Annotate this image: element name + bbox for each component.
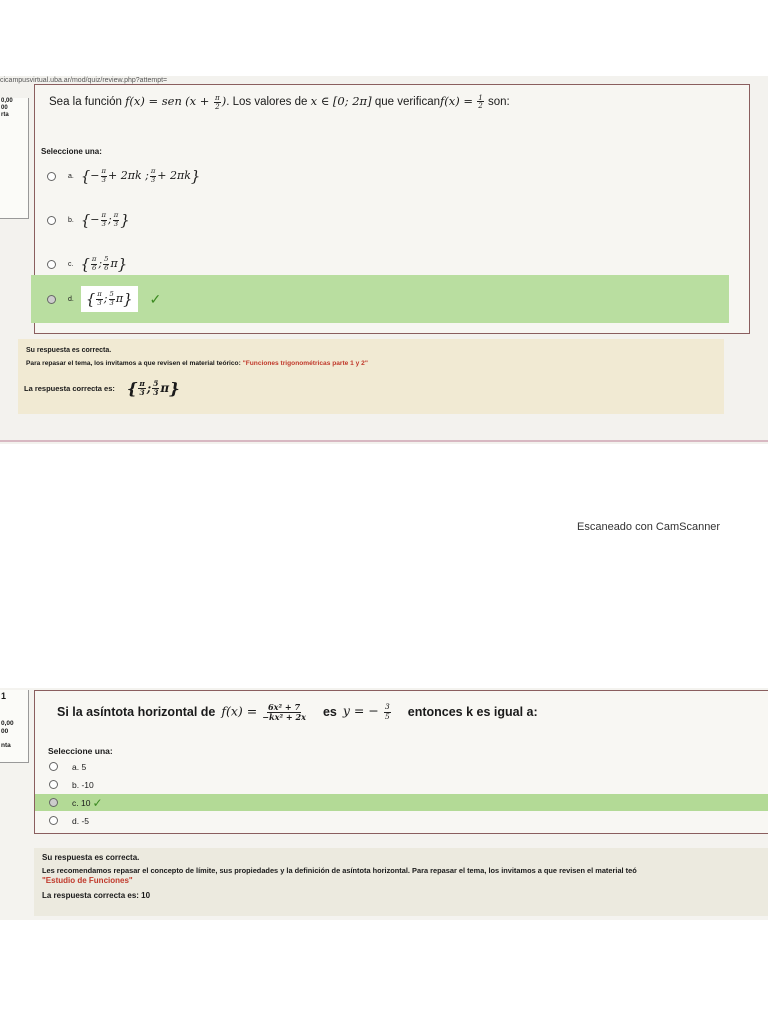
feedback-review: Les recomendamos repasar el concepto de límite, sus propiedades y la definición de asíntota horizontal. Para repasar el tema, los invitamos a que revisen el material teó bbox=[42, 866, 637, 875]
correct-answer-line bbox=[24, 379, 180, 398]
option-math: {− $\frac{\pi}{3}$ + 2πk ; $\frac{\pi}{3}$ + 2πk} bbox=[80, 167, 201, 185]
feedback-status: Su respuesta es correcta. bbox=[26, 347, 112, 354]
question-verify: que verifican bbox=[374, 96, 441, 108]
option-letter: d. bbox=[72, 815, 80, 826]
option-letter: d. bbox=[68, 295, 74, 303]
answer-value: 10 bbox=[141, 891, 151, 900]
sidebar-line: 0,00 bbox=[1, 98, 13, 104]
select-label: Seleccione una: bbox=[48, 746, 113, 756]
option-value: 10 bbox=[81, 797, 91, 808]
quiz-screenshot-2 bbox=[0, 688, 768, 920]
option-a[interactable] bbox=[35, 758, 768, 775]
feedback-box bbox=[18, 339, 724, 414]
question-prefix: Sea la función bbox=[49, 96, 122, 108]
question-suffix: entonces k es igual a: bbox=[407, 705, 538, 720]
divider bbox=[0, 440, 768, 442]
function-expression: f(x) = $\frac{\text{6x² + 7}}{\text{−kx² + 2x}}$ bbox=[221, 702, 306, 722]
condition-fraction: $\frac{1}{2}$ bbox=[478, 93, 483, 111]
option-math: {− $\frac{\pi}{3}$ ; $\frac{\pi}{3}$ } bbox=[80, 211, 130, 229]
quiz-screenshot-1 bbox=[0, 76, 768, 444]
option-a[interactable] bbox=[41, 158, 733, 194]
option-value: 5 bbox=[81, 761, 87, 772]
option-d[interactable] bbox=[31, 275, 729, 323]
select-label: Seleccione una: bbox=[41, 147, 102, 156]
option-value: -5 bbox=[81, 815, 90, 826]
option-letter: b. bbox=[72, 779, 80, 790]
material-link[interactable]: "Estudio de Funciones" bbox=[42, 876, 133, 885]
question-prefix: Si la asíntota horizontal de bbox=[57, 705, 216, 720]
camscanner-watermark: Escaneado con CamScanner bbox=[577, 521, 721, 533]
option-b[interactable] bbox=[41, 202, 733, 238]
question-card bbox=[34, 690, 768, 834]
question-text bbox=[49, 94, 510, 110]
feedback-review: Para repasar el tema, los invitamos a que revisen el material teórico: "Funciones trigonométricas parte 1 y 2" bbox=[26, 360, 368, 367]
radio-button[interactable] bbox=[49, 780, 58, 789]
question-mid: es bbox=[322, 705, 337, 720]
url-bar: cicampusvirtual.uba.ar/mod/quiz/review.php?attempt= bbox=[0, 77, 168, 84]
sidebar-line: 1 bbox=[1, 691, 7, 701]
function-lhs: f(x) = sen bbox=[125, 94, 182, 108]
sidebar-line: 0,00 bbox=[1, 720, 14, 727]
question-info-sidebar bbox=[0, 690, 29, 763]
material-link[interactable]: "Funciones trigonométricas parte 1 y 2" bbox=[242, 360, 368, 367]
answer-math: { $\frac{\pi}{3}$ ; $\frac{5}{3}$ π} bbox=[126, 379, 180, 398]
sidebar-line: rta bbox=[1, 112, 9, 118]
question-middle: . Los valores de bbox=[226, 96, 308, 108]
radio-button[interactable] bbox=[49, 762, 58, 771]
domain-expression: x ∈ [0; 2π] bbox=[310, 94, 372, 108]
radio-button[interactable] bbox=[47, 172, 56, 181]
sidebar-line: nta bbox=[1, 742, 11, 749]
correct-answer-line: La respuesta correcta es: 10 bbox=[42, 891, 151, 900]
question-suffix: son: bbox=[488, 96, 510, 108]
option-letter: b. bbox=[68, 216, 74, 224]
option-d[interactable] bbox=[35, 812, 768, 829]
radio-button[interactable] bbox=[47, 216, 56, 225]
answer-label: La respuesta correcta es: bbox=[24, 384, 115, 393]
option-letter: a. bbox=[68, 172, 74, 180]
sidebar-line: 00 bbox=[1, 728, 9, 735]
option-letter: c. bbox=[72, 797, 79, 808]
option-math: { $\frac{\pi}{3}$ ; $\frac{5}{3}$ π} bbox=[81, 286, 138, 312]
correct-check-icon: ✓ bbox=[92, 795, 103, 810]
asymptote-expression: y = − $\frac{3}{5}$ bbox=[342, 702, 390, 721]
question-info-sidebar bbox=[0, 98, 29, 219]
radio-button-selected[interactable] bbox=[47, 295, 56, 304]
option-letter: a. bbox=[72, 761, 80, 772]
correct-check-icon: ✓ bbox=[149, 290, 162, 307]
sidebar-line: 00 bbox=[1, 105, 8, 111]
question-text bbox=[57, 703, 538, 721]
option-c[interactable] bbox=[35, 794, 768, 811]
radio-button[interactable] bbox=[49, 816, 58, 825]
condition-lhs: f(x) = bbox=[440, 94, 474, 108]
radio-button-selected[interactable] bbox=[49, 798, 58, 807]
option-b[interactable] bbox=[35, 776, 768, 793]
feedback-status: Su respuesta es correcta. bbox=[42, 853, 140, 862]
option-math: { $\frac{\pi}{6}$ ; $\frac{5}{6}$ π} bbox=[80, 255, 128, 273]
option-value: -10 bbox=[81, 779, 94, 790]
radio-button[interactable] bbox=[47, 260, 56, 269]
function-arg: (x + $\frac{\pi}{2}$ ) bbox=[185, 93, 227, 111]
option-letter: c. bbox=[68, 260, 74, 268]
question-card bbox=[34, 84, 750, 334]
feedback-box bbox=[34, 848, 768, 916]
